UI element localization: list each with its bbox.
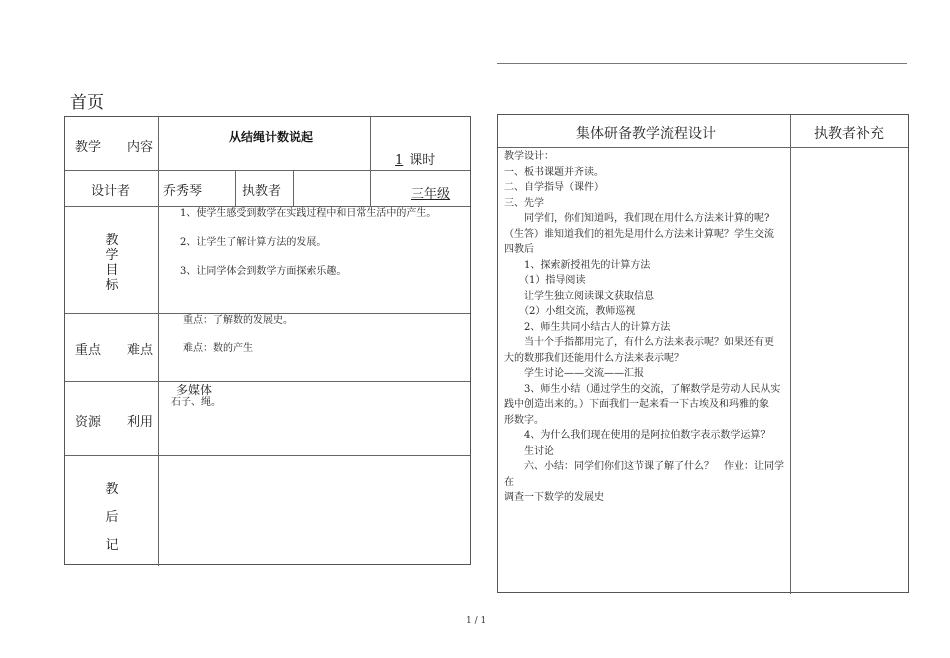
flow-line: 3、师生小结（通过学生的交流，了解数学是劳动人民从实 bbox=[504, 383, 781, 395]
lesson-title: 从结绳计数说起 bbox=[229, 130, 314, 144]
content-label: 教学 内容 bbox=[75, 140, 154, 155]
flow-line: 大的数那我们还能用什么方法来表示呢？ bbox=[504, 352, 684, 364]
designer-label: 设计者 bbox=[91, 184, 131, 199]
grade-field bbox=[385, 183, 450, 202]
flow-line: 2、师生共同小结古人的计算方法 bbox=[504, 321, 671, 333]
difficult-point: 难点：数的产生 bbox=[183, 343, 253, 354]
flow-line: 四教后 bbox=[504, 244, 534, 255]
flow-line: （生答）谁知道我们的祖先是用什么方法来计算呢？学生交流 bbox=[504, 228, 774, 240]
flow-line: 践中创造出来的。）下面我们一起来看一下古埃及和玛雅的象 bbox=[504, 399, 769, 410]
flow-line: 六、小结：同学们你们这节课了解了什么？ 作业：让同学在 bbox=[504, 461, 784, 488]
designer-name: 乔秀琴 bbox=[163, 184, 203, 199]
flow-line: 教学设计： bbox=[504, 151, 554, 162]
lesson-info-table bbox=[64, 116, 471, 565]
flow-content bbox=[504, 149, 789, 506]
page-number: 1 / 1 bbox=[466, 616, 487, 626]
flow-line: 让学生独立阅读课文获取信息 bbox=[504, 290, 654, 302]
teaching-flow-table bbox=[497, 114, 909, 593]
flow-line: 调查一下数学的发展史 bbox=[504, 492, 604, 503]
flow-line: 当十个手指都用完了，有什么方法来表示呢？如果还有更 bbox=[504, 337, 774, 348]
resources-items: 石子、绳。 bbox=[171, 397, 221, 408]
objective-2: 2、让学生了解计算方法的发展。 bbox=[180, 237, 327, 248]
periods-field bbox=[389, 149, 435, 168]
objective-3: 3、让同学体会到数学方面探索乐趣。 bbox=[180, 266, 347, 277]
flow-line: 形数字。 bbox=[504, 414, 544, 426]
teacher-label: 执教者 bbox=[242, 184, 282, 199]
flow-line: （2）小组交流，教师巡视 bbox=[504, 306, 636, 317]
flow-line: （1）指导阅读 bbox=[504, 275, 586, 286]
periods-unit: 课时 bbox=[409, 153, 436, 168]
flow-line: 三、先学 bbox=[504, 197, 544, 209]
supplement-header: 执教者补充 bbox=[814, 126, 884, 142]
flow-line: 4、为什么我们现在使用的是阿拉伯数字表示数学运算？ bbox=[504, 430, 771, 441]
key-point: 重点：了解数的发展史。 bbox=[183, 315, 293, 326]
keypoints-label: 重点 难点 bbox=[75, 343, 154, 358]
flow-line: 学生讨论——交流——汇报 bbox=[504, 368, 644, 379]
flow-header: 集体研备教学流程设计 bbox=[576, 126, 716, 142]
flow-line: 同学们，你们知道吗，我们现在用什么方法来计算的呢? bbox=[504, 213, 770, 224]
objective-1: 1、使学生感受到数学在实践过程中和日常生活中的产生。 bbox=[180, 208, 437, 219]
reflection-label: 教 后 记 bbox=[105, 482, 119, 553]
flow-line: 一、板书课题并齐读。 bbox=[504, 166, 604, 178]
periods-number: 1 bbox=[395, 153, 404, 168]
header-rule bbox=[497, 63, 907, 64]
page-title: 首页 bbox=[70, 93, 104, 113]
flow-line: 1、探索新授祖先的计算方法 bbox=[504, 259, 651, 271]
flow-line: 二、自学指导（课件） bbox=[504, 182, 604, 193]
resources-label: 资源 利用 bbox=[75, 415, 154, 430]
grade-text: 三年级 bbox=[411, 187, 451, 202]
resources-title: 多媒体 bbox=[176, 383, 213, 397]
objectives-label: 教 学 目 标 bbox=[105, 233, 119, 293]
flow-line: 生讨论 bbox=[504, 445, 554, 457]
